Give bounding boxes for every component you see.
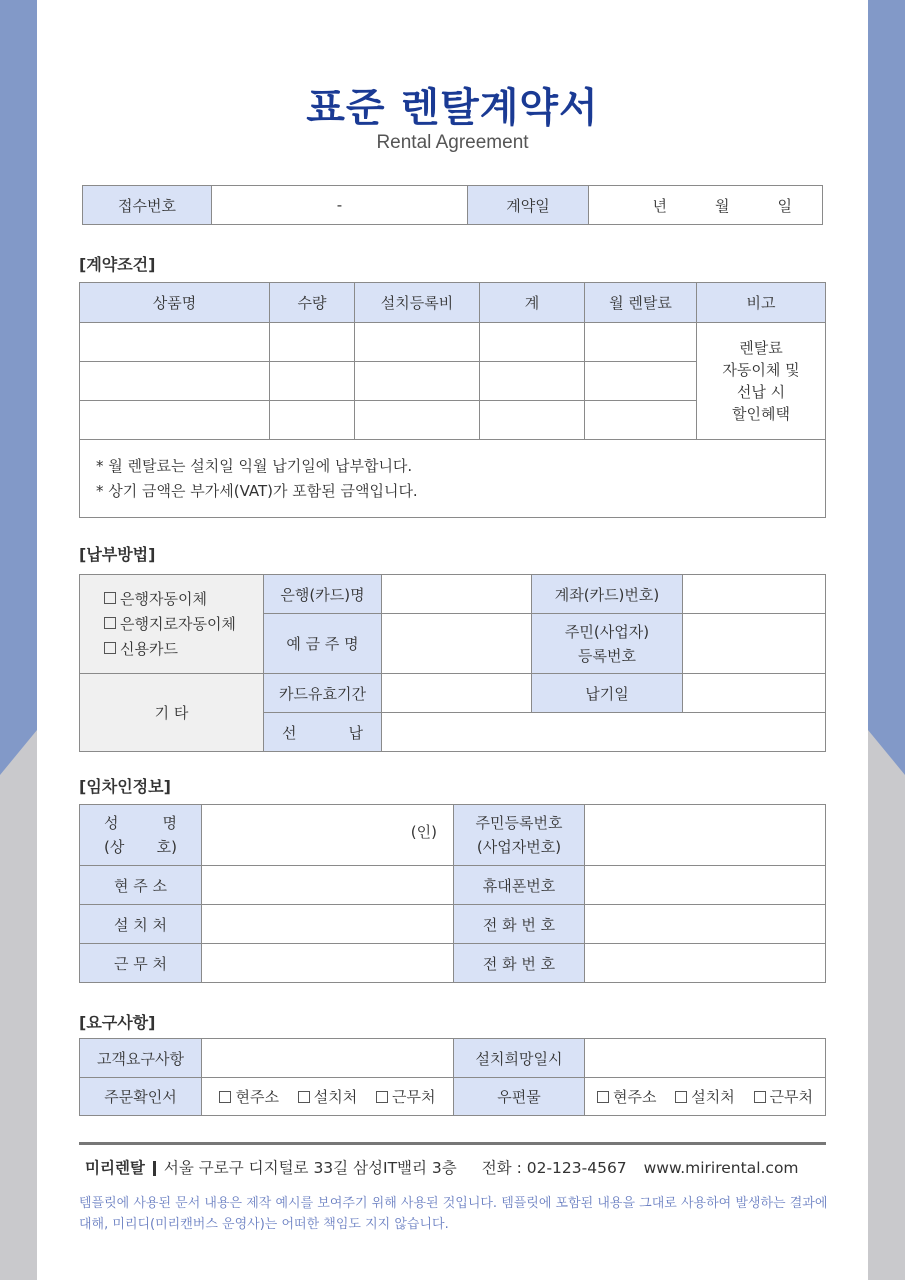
column-header-product: 상품명: [80, 283, 270, 323]
column-header-quantity: 수량: [270, 283, 355, 323]
section-title-tenant: [임차인정보]: [79, 777, 171, 796]
seal-mark: (인): [410, 823, 437, 841]
card-expiry-field[interactable]: [382, 674, 532, 713]
resident-no-field[interactable]: [585, 805, 826, 866]
contract-date-label: 계약일: [468, 186, 589, 225]
workplace-label: 근 무 처: [80, 944, 202, 983]
monthly-fee-cell[interactable]: [585, 323, 697, 362]
install-fee-cell[interactable]: [355, 323, 480, 362]
option-install[interactable]: 설치처: [298, 1088, 357, 1106]
contract-date-field[interactable]: [589, 186, 823, 225]
install-place-field[interactable]: [202, 905, 454, 944]
quantity-cell[interactable]: [270, 362, 355, 401]
option-work[interactable]: 근무처: [376, 1088, 435, 1106]
remark-line: 자동이체 및: [722, 361, 800, 379]
contract-terms-table: [79, 282, 826, 518]
document-title: 표준 렌탈계약서: [306, 85, 599, 131]
checkbox-icon[interactable]: [675, 1091, 687, 1103]
product-cell[interactable]: [80, 362, 270, 401]
resident-reg-field[interactable]: [683, 614, 826, 674]
method-credit-card[interactable]: 신용카드: [104, 637, 263, 662]
method-bank-auto[interactable]: 은행자동이체: [104, 587, 263, 612]
checkbox-icon[interactable]: [104, 642, 116, 654]
mail-options: [585, 1078, 826, 1116]
month-label: 월: [715, 196, 730, 215]
customer-request-field[interactable]: [202, 1039, 454, 1078]
receipt-table: [82, 185, 823, 225]
checkbox-icon[interactable]: [597, 1091, 609, 1103]
year-label: 년: [652, 196, 667, 215]
monthly-fee-cell[interactable]: [585, 401, 697, 440]
section-title-payment: [납부방법]: [79, 545, 156, 564]
remarks-cell: [697, 323, 826, 440]
product-cell[interactable]: [80, 401, 270, 440]
checkbox-icon[interactable]: [219, 1091, 231, 1103]
prepay-label: 선 납: [264, 713, 382, 752]
requests-table: [79, 1038, 826, 1116]
bank-card-name-field[interactable]: [382, 575, 532, 614]
note-line: * 상기 금액은 부가세(VAT)가 포함된 금액입니다.: [96, 481, 418, 500]
card-expiry-label: 카드유효기간: [264, 674, 382, 713]
mobile-label: 휴대폰번호: [454, 866, 585, 905]
checkbox-icon[interactable]: [376, 1091, 388, 1103]
checkbox-icon[interactable]: [104, 617, 116, 629]
order-confirm-label: 주문확인서: [80, 1078, 202, 1116]
payment-method-options: [80, 575, 264, 674]
install-phone-label: 전 화 번 호: [454, 905, 585, 944]
company-website[interactable]: www.mirirental.com: [643, 1159, 799, 1177]
remark-line: 렌탈료: [739, 339, 783, 357]
company-name: 미리렌탈: [85, 1159, 145, 1177]
method-bank-giro[interactable]: 은행지로자동이체: [104, 612, 263, 637]
company-address: 서울 구로구 디지털로 33길 삼성IT밸리 3층: [163, 1159, 457, 1177]
footer-company-info: [85, 1156, 799, 1178]
table-row: [80, 323, 826, 362]
remark-line: 선납 시: [736, 383, 786, 401]
disclaimer-text: 템플릿에 사용된 문서 내용은 제작 예시를 보여주기 위해 사용된 것입니다. 템플릿에 포함된 내용을 그대로 사용하여 발생하는 결과에 대해, 미리디(미리캔버스 운영사)는 어떠한 책임도 지지 않습니다.: [79, 1196, 828, 1232]
install-date-label: 설치희망일시: [454, 1039, 585, 1078]
column-header-total: 계: [480, 283, 585, 323]
section-title-requests: [요구사항]: [79, 1013, 156, 1032]
document-page: [37, 0, 868, 1280]
product-cell[interactable]: [80, 323, 270, 362]
right-decorative-band: [868, 0, 905, 775]
column-header-install-fee: 설치등록비: [355, 283, 480, 323]
receipt-no-label: 접수번호: [83, 186, 212, 225]
bank-card-name-label: 은행(카드)명: [264, 575, 382, 614]
receipt-no-field[interactable]: -: [212, 186, 468, 225]
quantity-cell[interactable]: [270, 401, 355, 440]
footer-divider: [79, 1142, 826, 1145]
company-phone: 전화 : 02-123-4567: [481, 1159, 627, 1177]
name-label: 성 명 (상 호): [80, 805, 202, 866]
monthly-fee-cell[interactable]: [585, 362, 697, 401]
account-no-field[interactable]: [683, 575, 826, 614]
install-phone-field[interactable]: [585, 905, 826, 944]
note-line: * 월 렌탈료는 설치일 익월 납기일에 납부합니다.: [96, 456, 413, 475]
remark-line: 할인혜택: [732, 405, 790, 423]
option-home[interactable]: 현주소: [219, 1088, 278, 1106]
resident-no-label: 주민등록번호 (사업자번호): [454, 805, 585, 866]
install-fee-cell[interactable]: [355, 362, 480, 401]
option-home[interactable]: 현주소: [597, 1088, 656, 1106]
customer-request-label: 고객요구사항: [80, 1039, 202, 1078]
other-label: 기 타: [80, 674, 264, 752]
name-field[interactable]: [202, 805, 454, 866]
separator: [153, 1161, 156, 1176]
prepay-field[interactable]: [382, 713, 826, 752]
total-cell[interactable]: [480, 323, 585, 362]
contract-notes: [80, 440, 826, 518]
account-no-label: 계좌(카드)번호): [532, 575, 683, 614]
depositor-label: 예 금 주 명: [264, 614, 382, 674]
mobile-field[interactable]: [585, 866, 826, 905]
checkbox-icon[interactable]: [104, 592, 116, 604]
total-cell[interactable]: [480, 362, 585, 401]
due-date-field[interactable]: [683, 674, 826, 713]
left-decorative-band: [0, 0, 37, 775]
install-date-field[interactable]: [585, 1039, 826, 1078]
total-cell[interactable]: [480, 401, 585, 440]
section-title-contract-terms: [계약조건]: [79, 255, 156, 274]
order-confirm-options: [202, 1078, 454, 1116]
document-subtitle: Rental Agreement: [376, 132, 529, 153]
due-date-label: 납기일: [532, 674, 683, 713]
day-label: 일: [777, 196, 792, 215]
quantity-cell[interactable]: [270, 323, 355, 362]
checkbox-icon[interactable]: [298, 1091, 310, 1103]
option-work[interactable]: 근무처: [754, 1088, 813, 1106]
mail-label: 우편물: [454, 1078, 585, 1116]
install-fee-cell[interactable]: [355, 401, 480, 440]
address-label: 현 주 소: [80, 866, 202, 905]
payment-table: [79, 574, 826, 752]
depositor-field[interactable]: [382, 614, 532, 674]
checkbox-icon[interactable]: [754, 1091, 766, 1103]
work-phone-field[interactable]: [585, 944, 826, 983]
address-field[interactable]: [202, 866, 454, 905]
option-install[interactable]: 설치처: [675, 1088, 734, 1106]
tenant-table: [79, 804, 826, 983]
install-place-label: 설 치 처: [80, 905, 202, 944]
column-header-remarks: 비고: [697, 283, 826, 323]
resident-reg-label: 주민(사업자) 등록번호: [532, 614, 683, 674]
column-header-monthly-fee: 월 렌탈료: [585, 283, 697, 323]
workplace-field[interactable]: [202, 944, 454, 983]
work-phone-label: 전 화 번 호: [454, 944, 585, 983]
